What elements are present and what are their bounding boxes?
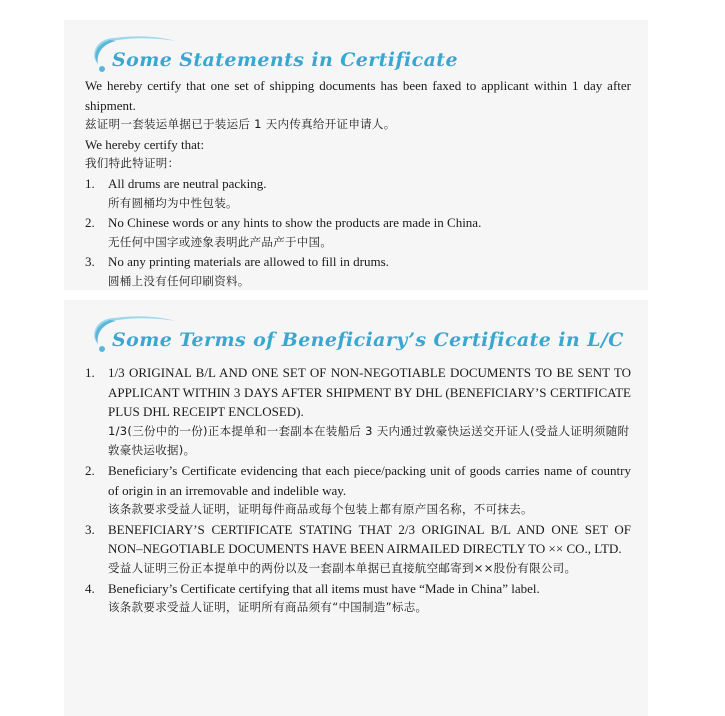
certify-zh: 我们特此特证明： [85, 156, 180, 171]
item-zh: 1/3(三份中的一份)正本提单和一套副本在装船后 3 天内通过敦豪快运送交开证人(受益人证明须随附敦豪快运收据)。 [108, 423, 630, 458]
section2-heading [88, 312, 624, 356]
item-number: 2. [85, 462, 95, 478]
list-item [85, 461, 631, 520]
certify-en: We hereby certify that: [85, 136, 205, 152]
list-item [85, 213, 631, 252]
item-zh: 该条款要求受益人证明，证明每件商品或每个包装上都有原产国名称，不可抹去。 [108, 502, 533, 517]
item-number: 3. [85, 254, 95, 270]
item-en: All drums are neutral packing. [108, 175, 267, 191]
item-number: 2. [85, 215, 95, 231]
item-number: 1. [85, 175, 95, 191]
item-number: 1. [85, 365, 95, 380]
intro-zh: 兹证明一套装运单据已于装运后 1 天内传真给开证申请人。 [85, 117, 396, 132]
section1-title: Some Statements in Certificate [112, 49, 458, 71]
item-zh: 受益人证明三份正本提单中的两份以及一套副本单据已直接航空邮寄到××股份有限公司。 [108, 560, 577, 575]
item-zh: 所有圆桶均为中性包装。 [108, 195, 238, 210]
section2-body [85, 363, 631, 618]
list-item [85, 520, 631, 579]
list-item [85, 252, 631, 291]
item-zh: 该条款要求受益人证明，证明所有商品须有“中国制造”标志。 [108, 600, 428, 615]
intro-en: We hereby certify that one set of shipping documents has been faxed to applicant within 1 day after shipment. [85, 78, 631, 113]
item-number: 3. [85, 521, 95, 537]
item-en: No any printing materials are allowed to fill in drums. [108, 254, 389, 270]
item-zh: 无任何中国字或迹象表明此产品产于中国。 [108, 234, 333, 249]
item-number: 4. [85, 580, 95, 596]
list-item [85, 579, 631, 618]
list-item [85, 174, 631, 213]
section1-body [85, 76, 631, 292]
item-en: No Chinese words or any hints to show the products are made in China. [108, 215, 482, 231]
item-zh: 圆桶上没有任何印刷资料。 [108, 273, 250, 288]
item-en: 1/3 ORIGINAL B/L AND ONE SET OF NON-NEGOTIABLE DOCUMENTS TO BE SENT TO APPLICANT WITHIN 3 DAYS AFTER SHIPMENT BY DHL (BENEFICIARY’S CERTIFICATE PLUS DHL RECEIPT ENCLOSED). [108, 365, 631, 420]
terms-list [85, 363, 631, 618]
section1-heading [88, 32, 608, 76]
section2-title: Some Terms of Beneficiary’s Certificate in L/C [112, 329, 624, 351]
item-en: Beneficiary’s Certificate evidencing that each piece/packing unit of goods carries name of country of origin in an irremovable and indelible way. [108, 462, 631, 498]
item-en: BENEFICIARY’S CERTIFICATE STATING THAT 2/3 ORIGINAL B/L AND ONE SET OF NON–NEGOTIABLE DOCUMENTS HAVE BEEN AIRMAILED DIRECTLY TO ×× CO., LTD. [108, 521, 631, 557]
list-item [85, 363, 631, 461]
statement-list [85, 174, 631, 292]
item-en: Beneficiary’s Certificate certifying that all items must have “Made in China” label. [108, 580, 540, 596]
terms-panel [64, 300, 648, 716]
statements-panel [64, 20, 648, 290]
